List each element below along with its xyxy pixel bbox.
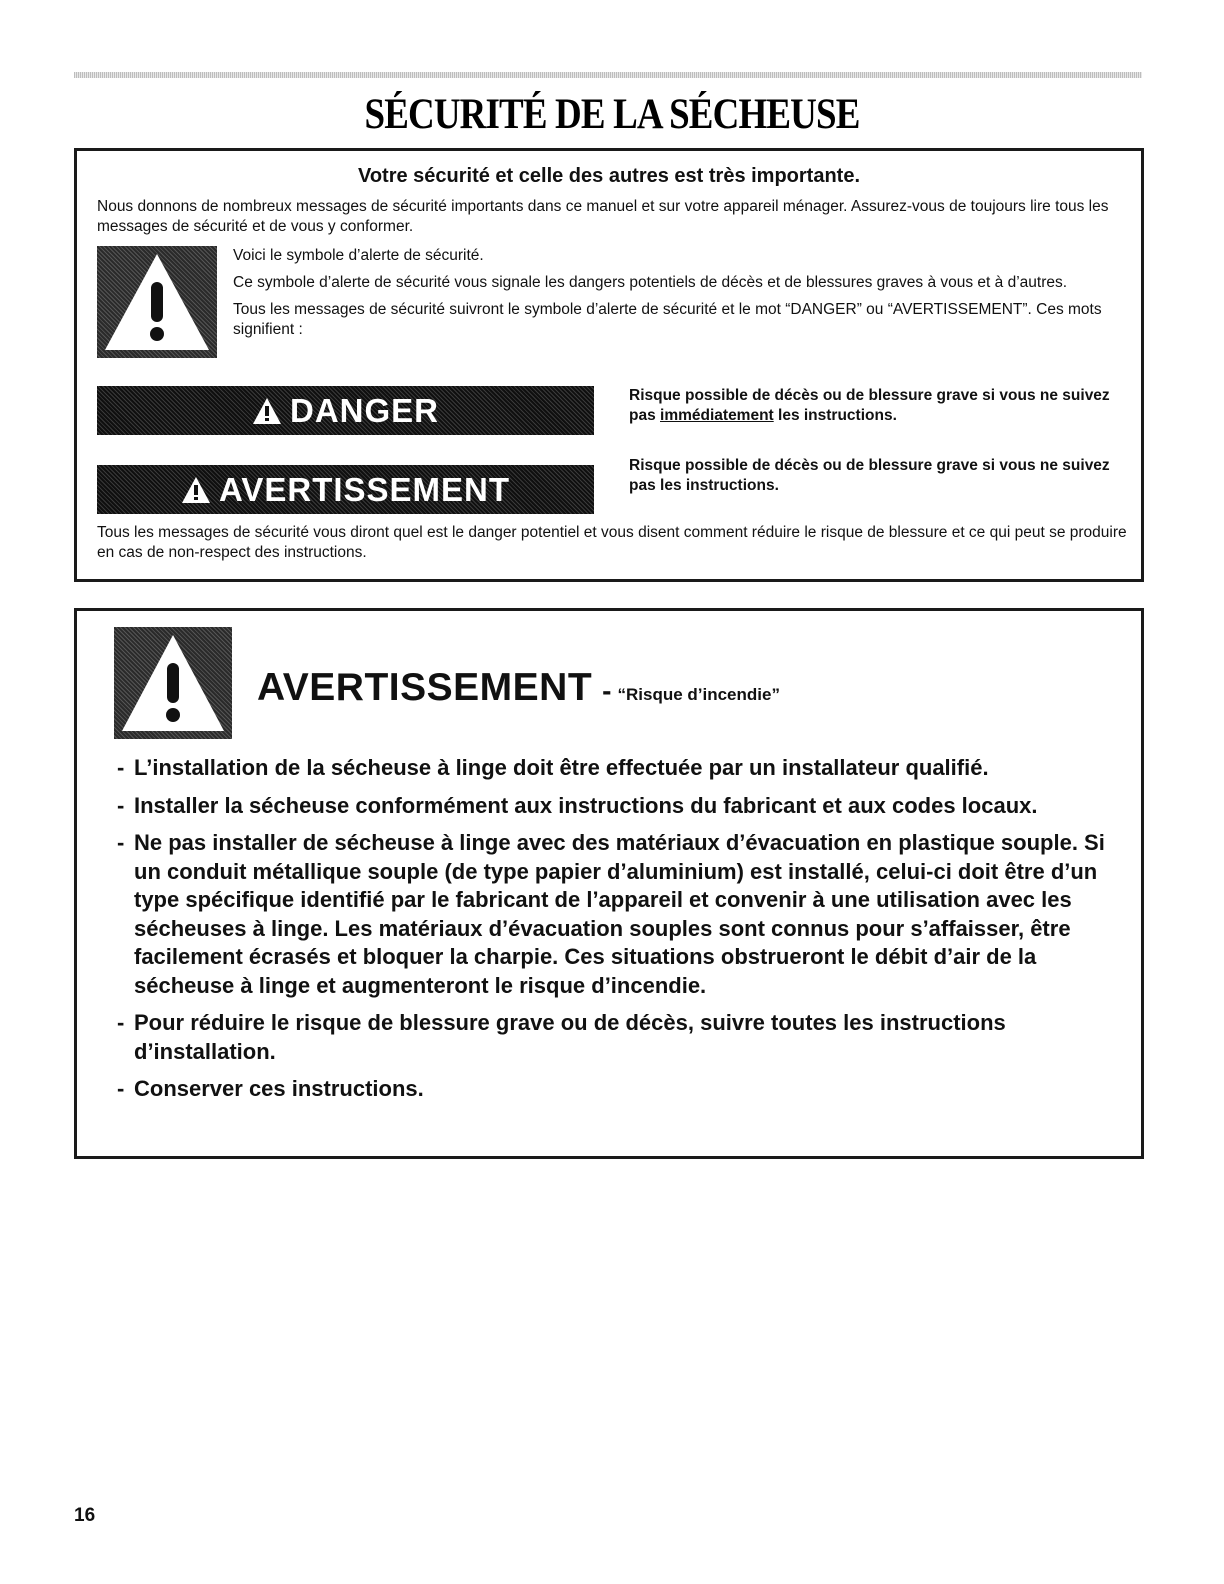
- safety-closing: Tous les messages de sécurité vous diront quel est le danger potentiel et vous disent comment réduire le risque de blessure et ce qui peut se produire en cas de non-respect des instructions.: [97, 524, 1127, 561]
- safety-info-box: [74, 148, 1144, 582]
- danger-description: Risque possible de décès ou de blessure grave si vous ne suivez pas immédiatement les instructions.: [629, 387, 1110, 424]
- symbol-line: Tous les messages de sécurité suivront le symbole d’alerte de sécurité et le mot “DANGER” ou “AVERTISSEMENT”. Ces mots signifient :: [233, 301, 1102, 338]
- page-title: SÉCURITÉ DE LA SÉCHEUSE: [364, 91, 860, 138]
- warning-description: Risque possible de décès ou de blessure grave si vous ne suivez pas les instructions.: [629, 457, 1110, 494]
- warning-triangle-icon: [181, 476, 211, 504]
- list-item: - Ne pas installer de sécheuse à linge avec des matériaux d’évacuation en plastique souple. Si un conduit métallique souple (de type papier d’aluminium) est installé, celui-ci doit être d’un type spécifique identifié par le fabricant de l’appareil et convenir à une utilisation avec les sécheuses à linge. Les matériaux d’évacuation souples sont connus pour s’affaisser, être facilement écrasés et bloquer la charpie. Ces situations obstrueront le débit d’air de la sécheuse à linge et augmenteront le risque d’incendie.: [117, 829, 1127, 1000]
- top-rule: [74, 72, 1142, 78]
- fire-warning-list: [117, 754, 1127, 1113]
- symbol-line: Voici le symbole d’alerte de sécurité.: [233, 247, 484, 264]
- warning-signal-bar: [97, 465, 594, 514]
- list-item: - Installer la sécheuse conformément aux instructions du fabricant et aux codes locaux.: [117, 792, 1127, 821]
- fire-warning-box: [74, 608, 1144, 1159]
- safety-heading: Votre sécurité et celle des autres est très importante.: [357, 165, 861, 187]
- list-item: - Conserver ces instructions.: [117, 1075, 1127, 1104]
- symbol-explanation: [233, 246, 1113, 347]
- warning-label: AVERTISSEMENT: [218, 470, 511, 508]
- fire-risk-subtitle: “Risque d’incendie”: [617, 685, 780, 704]
- title-separator: -: [602, 675, 612, 706]
- fire-warning-title: [257, 666, 780, 710]
- list-item: - L’installation de la sécheuse à linge doit être effectuée par un installateur qualifié.: [117, 754, 1127, 783]
- immediately-emphasis: immédiatement: [660, 407, 774, 424]
- danger-signal-bar: [97, 386, 594, 435]
- list-item: - Pour réduire le risque de blessure grave ou de décès, suivre toutes les instructions d’installation.: [117, 1009, 1127, 1066]
- warning-word: AVERTISSEMENT: [257, 666, 593, 709]
- warning-triangle-icon: [252, 397, 282, 425]
- symbol-line: Ce symbole d’alerte de sécurité vous signale les dangers potentiels de décès et de blessures graves à vous et à d’autres.: [233, 274, 1068, 291]
- danger-label: DANGER: [289, 391, 439, 429]
- safety-intro: Nous donnons de nombreux messages de sécurité importants dans ce manuel et sur votre appareil ménager. Assurez-vous de toujours lire tous les messages de sécurité et de vous y conformer.: [97, 198, 1109, 235]
- warning-triangle-icon: [114, 627, 232, 739]
- warning-triangle-icon: [97, 246, 217, 358]
- page-number: 16: [74, 1505, 96, 1526]
